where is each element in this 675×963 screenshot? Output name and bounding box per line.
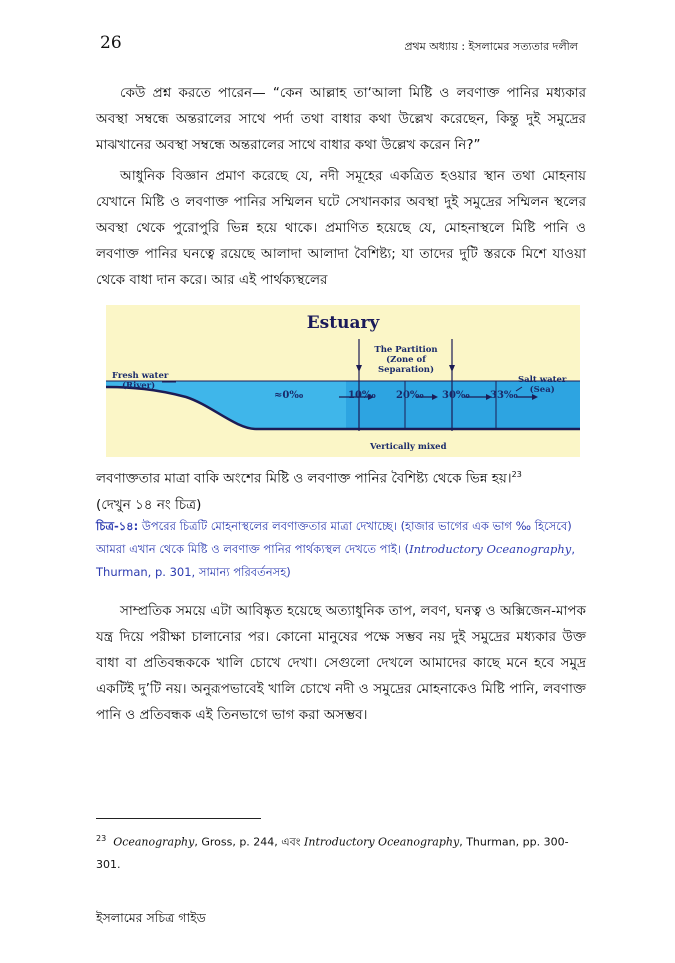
caption-label: চিত্র-১৪: xyxy=(96,519,139,533)
figure-caption xyxy=(96,515,586,584)
paragraph-1: কেউ প্রশ্ন করতে পারেন— “কেন আল্লাহ তা‘আলা মিষ্টি ও লবণাক্ত পানির মধ্যকার অবস্থা সম্বন্ধে অন্তরালের সাথে পর্দা তথা বাধার কথা উল্লেখ করেছেন, কিন্তু দুই সমুদ্রের মাঝখানের অবস্থা সম্বন্ধে অন্তরালের সাথে বাধার কথা উল্লেখ করেন নি?” xyxy=(96,85,586,153)
partition-label-line1: The Partition xyxy=(374,345,438,355)
continuation-text xyxy=(96,462,586,518)
vertically-mixed-label: Vertically mixed xyxy=(370,442,447,452)
page-footer: ইসলামের সচিত্র গাইড xyxy=(96,910,206,925)
footnote xyxy=(96,828,586,876)
fresh-water-label xyxy=(112,371,168,391)
salt-water-label xyxy=(518,375,566,395)
fresh-water-label-line1: Fresh water xyxy=(112,371,169,381)
estuary-diagram xyxy=(106,305,580,457)
fresh-water-label-line2: (River) xyxy=(122,381,156,391)
estuary-figure xyxy=(106,305,580,457)
caption-text: উপরের চিত্রটি মোহনাস্থলের লবণাক্ততার মাত্রা দেখাচ্ছে। (হাজার ভাগের এক ভাগ ‰ হিসেবে) আমরা এখান থেকে মিষ্টি ও লবণাক্ত পানির পার্থক্যস্থল দেখতে পাই। ( xyxy=(96,519,572,556)
footnote-number: 23 xyxy=(96,834,107,843)
salinity-value: ≈0‰ xyxy=(274,390,304,401)
footnote-text-2: , Thurman, pp. 300-301. xyxy=(96,835,569,871)
caption-book-title: Introductory Oceanography xyxy=(409,542,572,556)
paragraph-3: সাম্প্রতিক সময়ে এটা আবিষ্কৃত হয়েছে অত্যাধুনিক তাপ, লবণ, ঘনত্ব ও অক্সিজেন-মাপক যন্ত্র দিয়ে পরীক্ষা চালানোর পর। কোনো মানুষের পক্ষে সম্ভব নয় দুই সমুদ্রের মধ্যকার উক্ত বাধা বা প্রতিবন্ধককে খালি চোখে দেখা। সেগুলো দেখলে আমাদের কাছে মনে হবে সমুদ্র একটিই দু’টি নয়। অনুরূপভাবেই খালি চোখে নদী ও সমুদ্রের মোহনাকেও মিষ্টি পানি, লবণাক্ত পানি ও প্রতিবন্ধক এই তিনভাগে ভাগ করা অসম্ভব। xyxy=(96,603,586,723)
continuation-sentence: লবণাক্ততার মাত্রা বাকি অংশের মিষ্টি ও লবণাক্ত পানির বৈশিষ্ট্য থেকে ভিন্ন হয়। xyxy=(96,470,512,487)
paragraph-2: আধুনিক বিজ্ঞান প্রমাণ করেছে যে, নদী সমূহের একত্রিত হওয়ার স্থান তথা মোহনায় যেখানে মিষ্টি ও লবণাক্ত পানির সম্মিলন ঘটে সেখানকার অবস্থা দুই সমুদ্রের সম্মিলন স্থলের অবস্থা থেকে পুরোপুরি ভিন্ন হয়ে থাকে। প্রমাণিত হয়েছে যে, মোহনাস্থলে মিষ্টি পানি ও লবণাক্ত পানির ঘনত্বে রয়েছে আলাদা আলাদা বৈশিষ্ট্য; যা তাদের দুটি স্তরকে মিশে যাওয়া থেকে বাধা দান করে। আর এই পার্থক্যস্থলের xyxy=(96,168,586,288)
salinity-value: 10‰ xyxy=(348,390,376,401)
page-number: 26 xyxy=(100,33,122,53)
footnote-title-2: Introductory Oceanography xyxy=(304,835,460,849)
figure-title: Estuary xyxy=(306,313,380,333)
running-header: প্রথম অধ্যায় : ইসলামের সত্যতার দলীল xyxy=(404,40,578,53)
partition-label xyxy=(358,345,454,375)
footnote-title-1: Oceanography xyxy=(113,835,195,849)
footnote-text-1: , Gross, p. 244, এবং xyxy=(194,835,305,849)
salinity-value: 30‰ xyxy=(442,390,470,401)
footnote-divider xyxy=(96,818,261,819)
figure-reference: (দেখুন ১৪ নং চিত্র) xyxy=(96,496,202,513)
salinity-value: 33‰ xyxy=(490,390,518,401)
salt-water-label-line2: (Sea) xyxy=(529,385,555,395)
footnote-ref[interactable]: 23 xyxy=(511,470,522,479)
salt-water-label-line1: Salt water xyxy=(518,375,567,385)
caption-citation: , Thurman, p. 301, সামান্য পরিবর্তনসহ) xyxy=(96,542,575,579)
salinity-value: 20‰ xyxy=(396,390,424,401)
partition-label-line2: (Zone of Separation) xyxy=(377,355,434,375)
